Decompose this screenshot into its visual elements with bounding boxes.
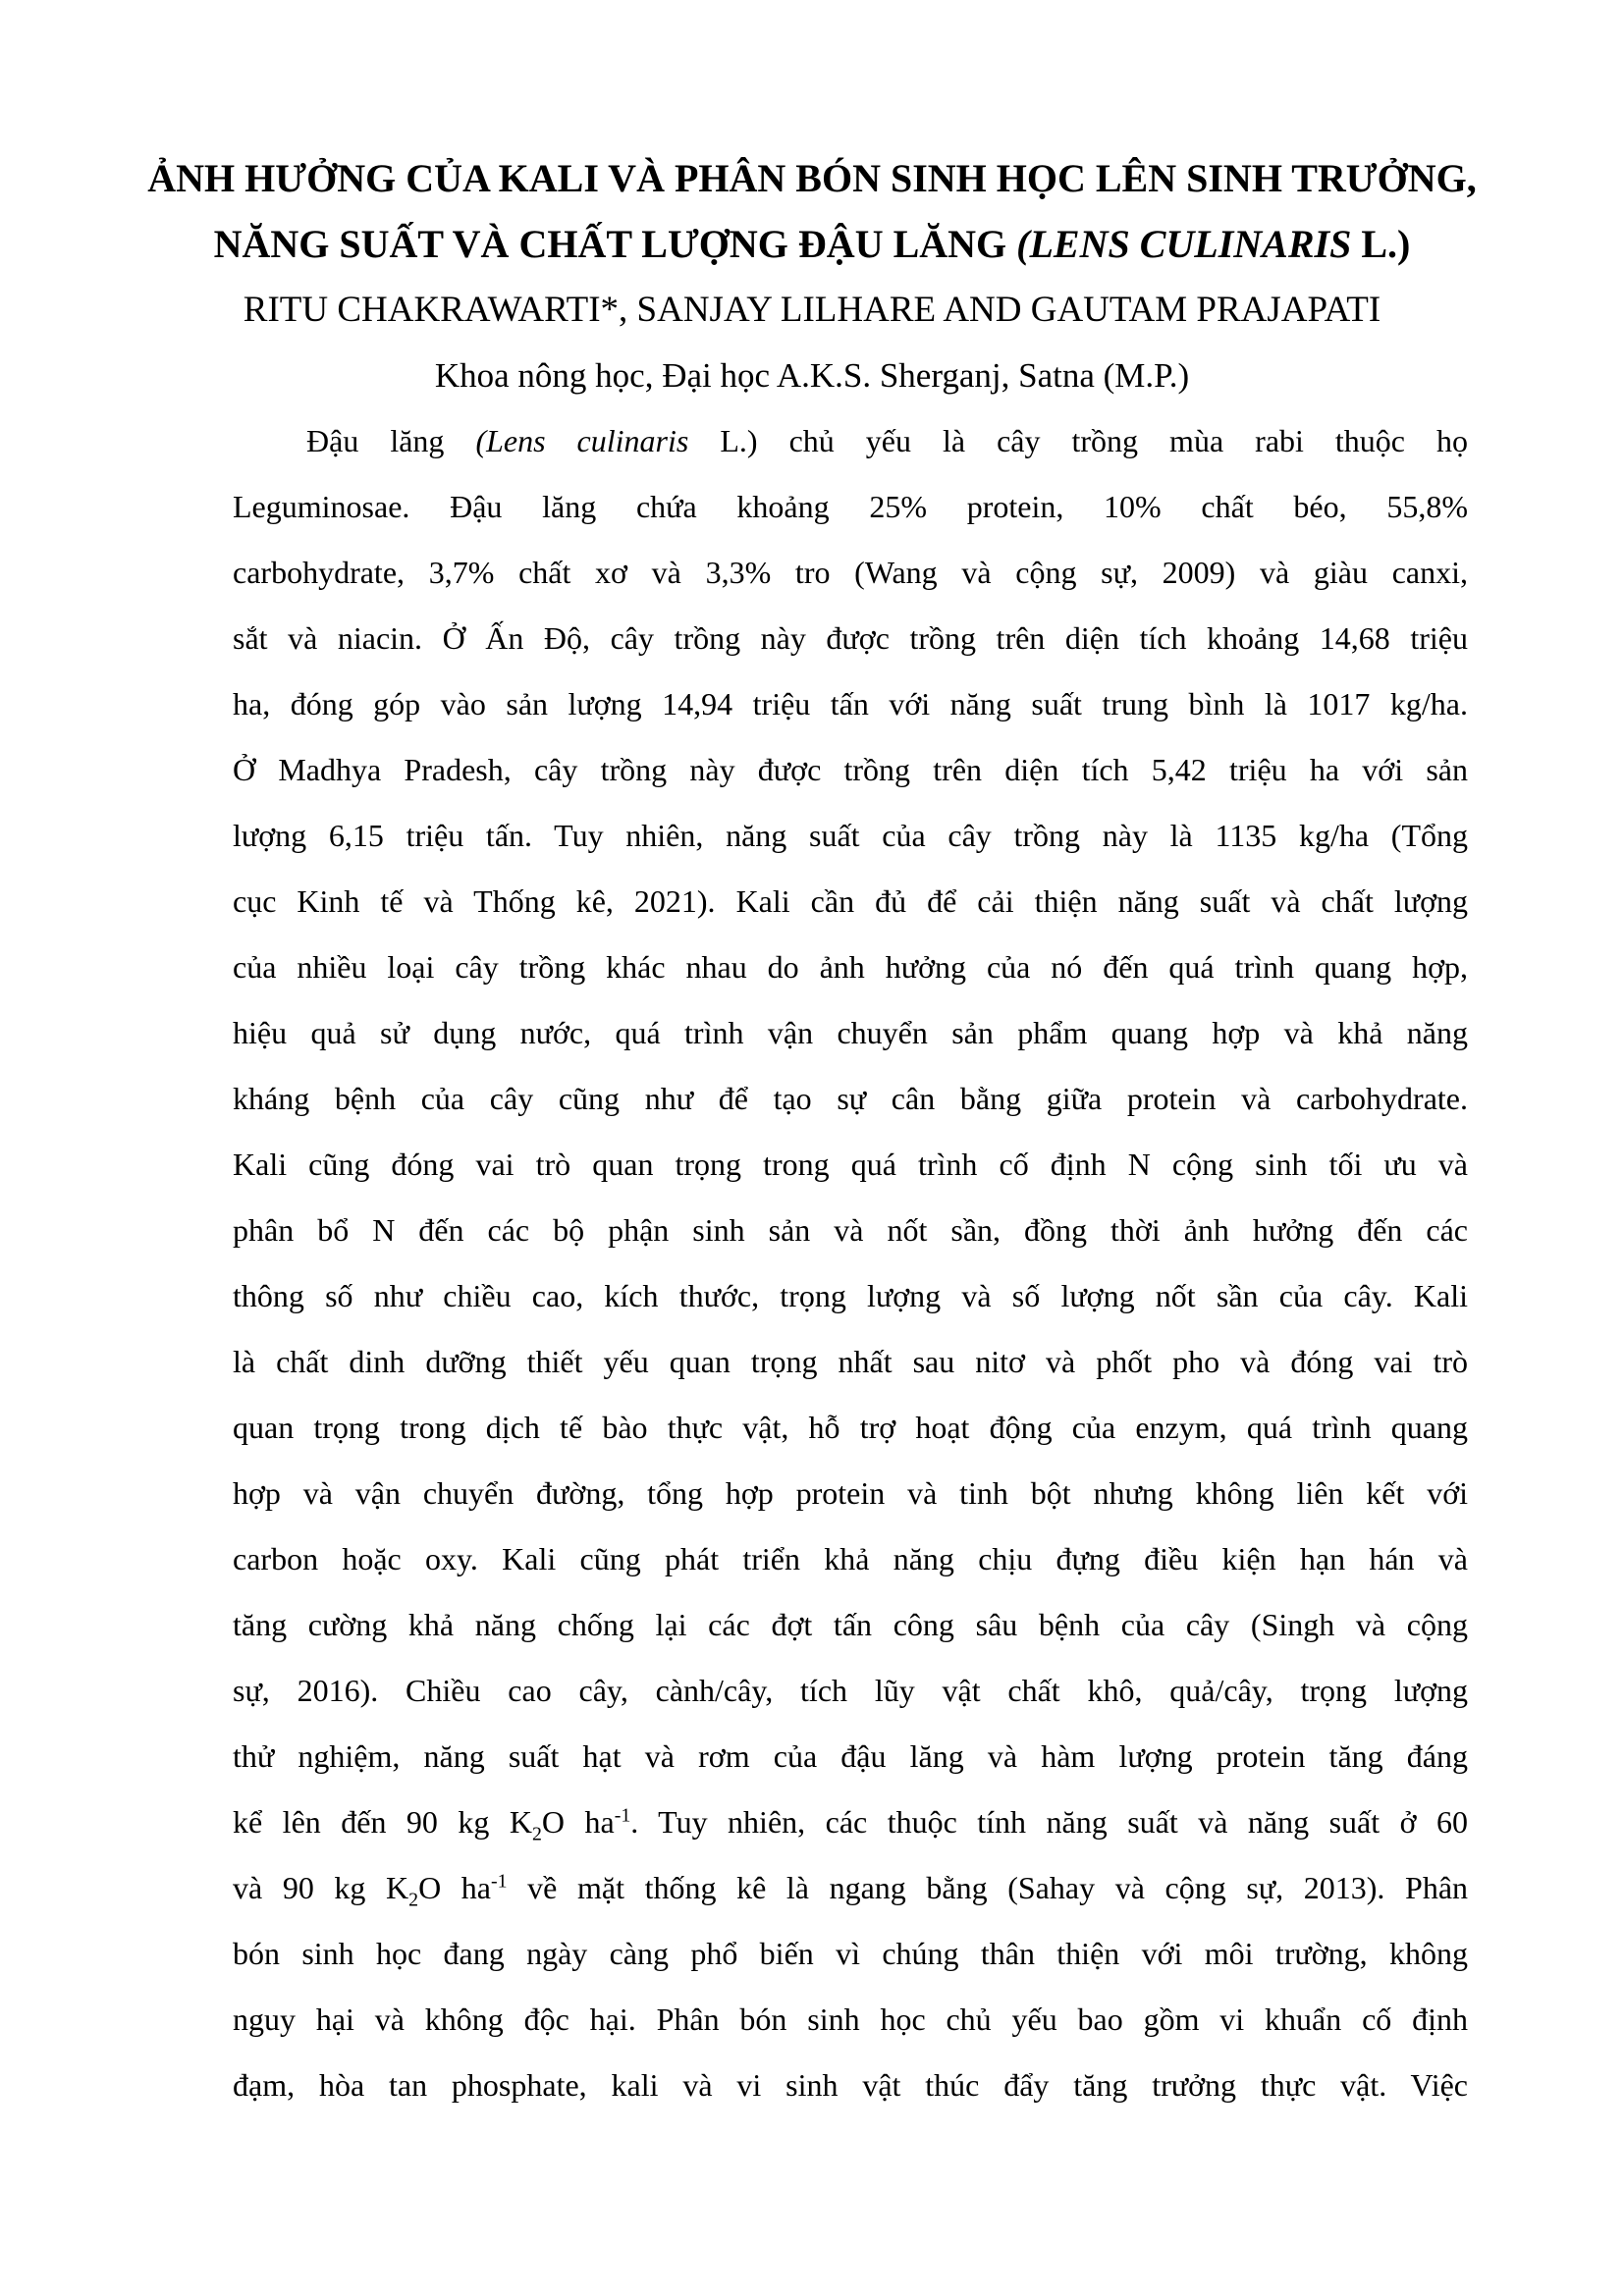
paper-title xyxy=(0,145,1624,277)
paragraph-line: hiệu quả sử dụng nước, quá trình vận chuyển sản phẩm quang hợp và khả năng xyxy=(233,1015,1468,1050)
paragraph-line: kể lên đến 90 kg $K_2O$ $ha^{-1}$. Tuy nhiên, các thuộc tính năng suất và năng suất ở 60 xyxy=(233,1804,1469,1845)
paragraph-line: tăng cường khả năng chống lại các đợt tấn công sâu bệnh của cây (Singh và cộng xyxy=(233,1607,1468,1642)
paper-header xyxy=(0,145,1624,408)
paragraph-line: sắt và niacin. Ở Ấn Độ, cây trồng này được trồng trên diện tích khoảng 14,68 triệu xyxy=(233,620,1468,656)
paragraph-line: lượng 6,15 triệu tấn. Tuy nhiên, năng suất của cây trồng này là 1135 kg/ha (Tổng xyxy=(233,818,1468,853)
paragraph-line: ha, đóng góp vào sản lượng 14,94 triệu tấn với năng suất trung bình là 1017 kg/ha. xyxy=(233,686,1468,721)
paragraph-line: thử nghiệm, năng suất hạt và rơm của đậu lăng và hàm lượng protein tăng đáng xyxy=(233,1738,1468,1774)
paragraph-line: nguy hại và không độc hại. Phân bón sinh học chủ yếu bao gồm vi khuẩn cố định xyxy=(233,2002,1468,2037)
title-line: NĂNG SUẤT VÀ CHẤT LƯỢNG ĐẬU LĂNG (LENS CULINARIS L.) xyxy=(213,222,1411,266)
paragraph-line: Kali cũng đóng vai trò quan trọng trong quá trình cố định N cộng sinh tối ưu và xyxy=(233,1147,1468,1182)
paragraph-line: Đậu lăng (Lens culinaris L.) chủ yếu là cây trồng mùa rabi thuộc họ xyxy=(306,423,1469,458)
paragraph-line: Leguminosae. Đậu lăng chứa khoảng 25% protein, 10% chất béo, 55,8% xyxy=(233,489,1468,524)
paragraph-line: phân bổ N đến các bộ phận sinh sản và nốt sần, đồng thời ảnh hưởng đến các xyxy=(233,1212,1468,1248)
paragraph-line: hợp và vận chuyển đường, tổng hợp protein và tinh bột nhưng không liên kết với xyxy=(233,1475,1468,1511)
paragraph-line: carbohydrate, 3,7% chất xơ và 3,3% tro (Wang và cộng sự, 2009) và giàu canxi, xyxy=(233,555,1468,590)
paragraph-line: carbon hoặc oxy. Kali cũng phát triển khả năng chịu đựng điều kiện hạn hán và xyxy=(233,1541,1468,1576)
paragraph-line: đạm, hòa tan phosphate, kali và vi sinh vật thúc đẩy tăng trưởng thực vật. Việc xyxy=(233,2067,1468,2103)
paragraph-line: kháng bệnh của cây cũng như để tạo sự cân bằng giữa protein và carbohydrate. xyxy=(233,1081,1468,1116)
abstract-paragraph xyxy=(233,408,1468,2118)
paragraph-line: sự, 2016). Chiều cao cây, cành/cây, tích lũy vật chất khô, quả/cây, trọng lượng xyxy=(233,1673,1468,1708)
title-line: ẢNH HƯỞNG CỦA KALI VÀ PHÂN BÓN SINH HỌC LÊN SINH TRƯỞNG, xyxy=(147,156,1477,200)
paragraph-line: của nhiều loại cây trồng khác nhau do ảnh hưởng của nó đến quá trình quang hợp, xyxy=(233,949,1468,985)
affiliation-line: Khoa nông học, Đại học A.K.S. Sherganj, Satna (M.P.) xyxy=(434,356,1190,395)
paragraph-line: cục Kinh tế và Thống kê, 2021). Kali cần đủ để cải thiện năng suất và chất lượng xyxy=(233,883,1468,919)
paragraph-line: Ở Madhya Pradesh, cây trồng này được trồng trên diện tích 5,42 triệu ha với sản xyxy=(233,752,1468,787)
authors-line: RITU CHAKRAWARTI*, SANJAY LILHARE AND GAUTAM PRAJAPATI xyxy=(243,290,1381,330)
paragraph-line: và 90 kg $K_2O$ $ha^{-1}$ về mặt thống kê là ngang bằng (Sahay và cộng sự, 2013). Phân xyxy=(233,1870,1469,1911)
paragraph-line: là chất dinh dưỡng thiết yếu quan trọng nhất sau nitơ và phốt pho và đóng vai trò xyxy=(233,1344,1468,1379)
paragraph-line: thông số như chiều cao, kích thước, trọng lượng và số lượng nốt sần của cây. Kali xyxy=(233,1278,1468,1313)
paragraph-line: bón sinh học đang ngày càng phổ biến vì chúng thân thiện với môi trường, không xyxy=(233,1936,1468,1971)
paragraph-line: quan trọng trong dịch tế bào thực vật, hỗ trợ hoạt động của enzym, quá trình quang xyxy=(233,1410,1468,1445)
